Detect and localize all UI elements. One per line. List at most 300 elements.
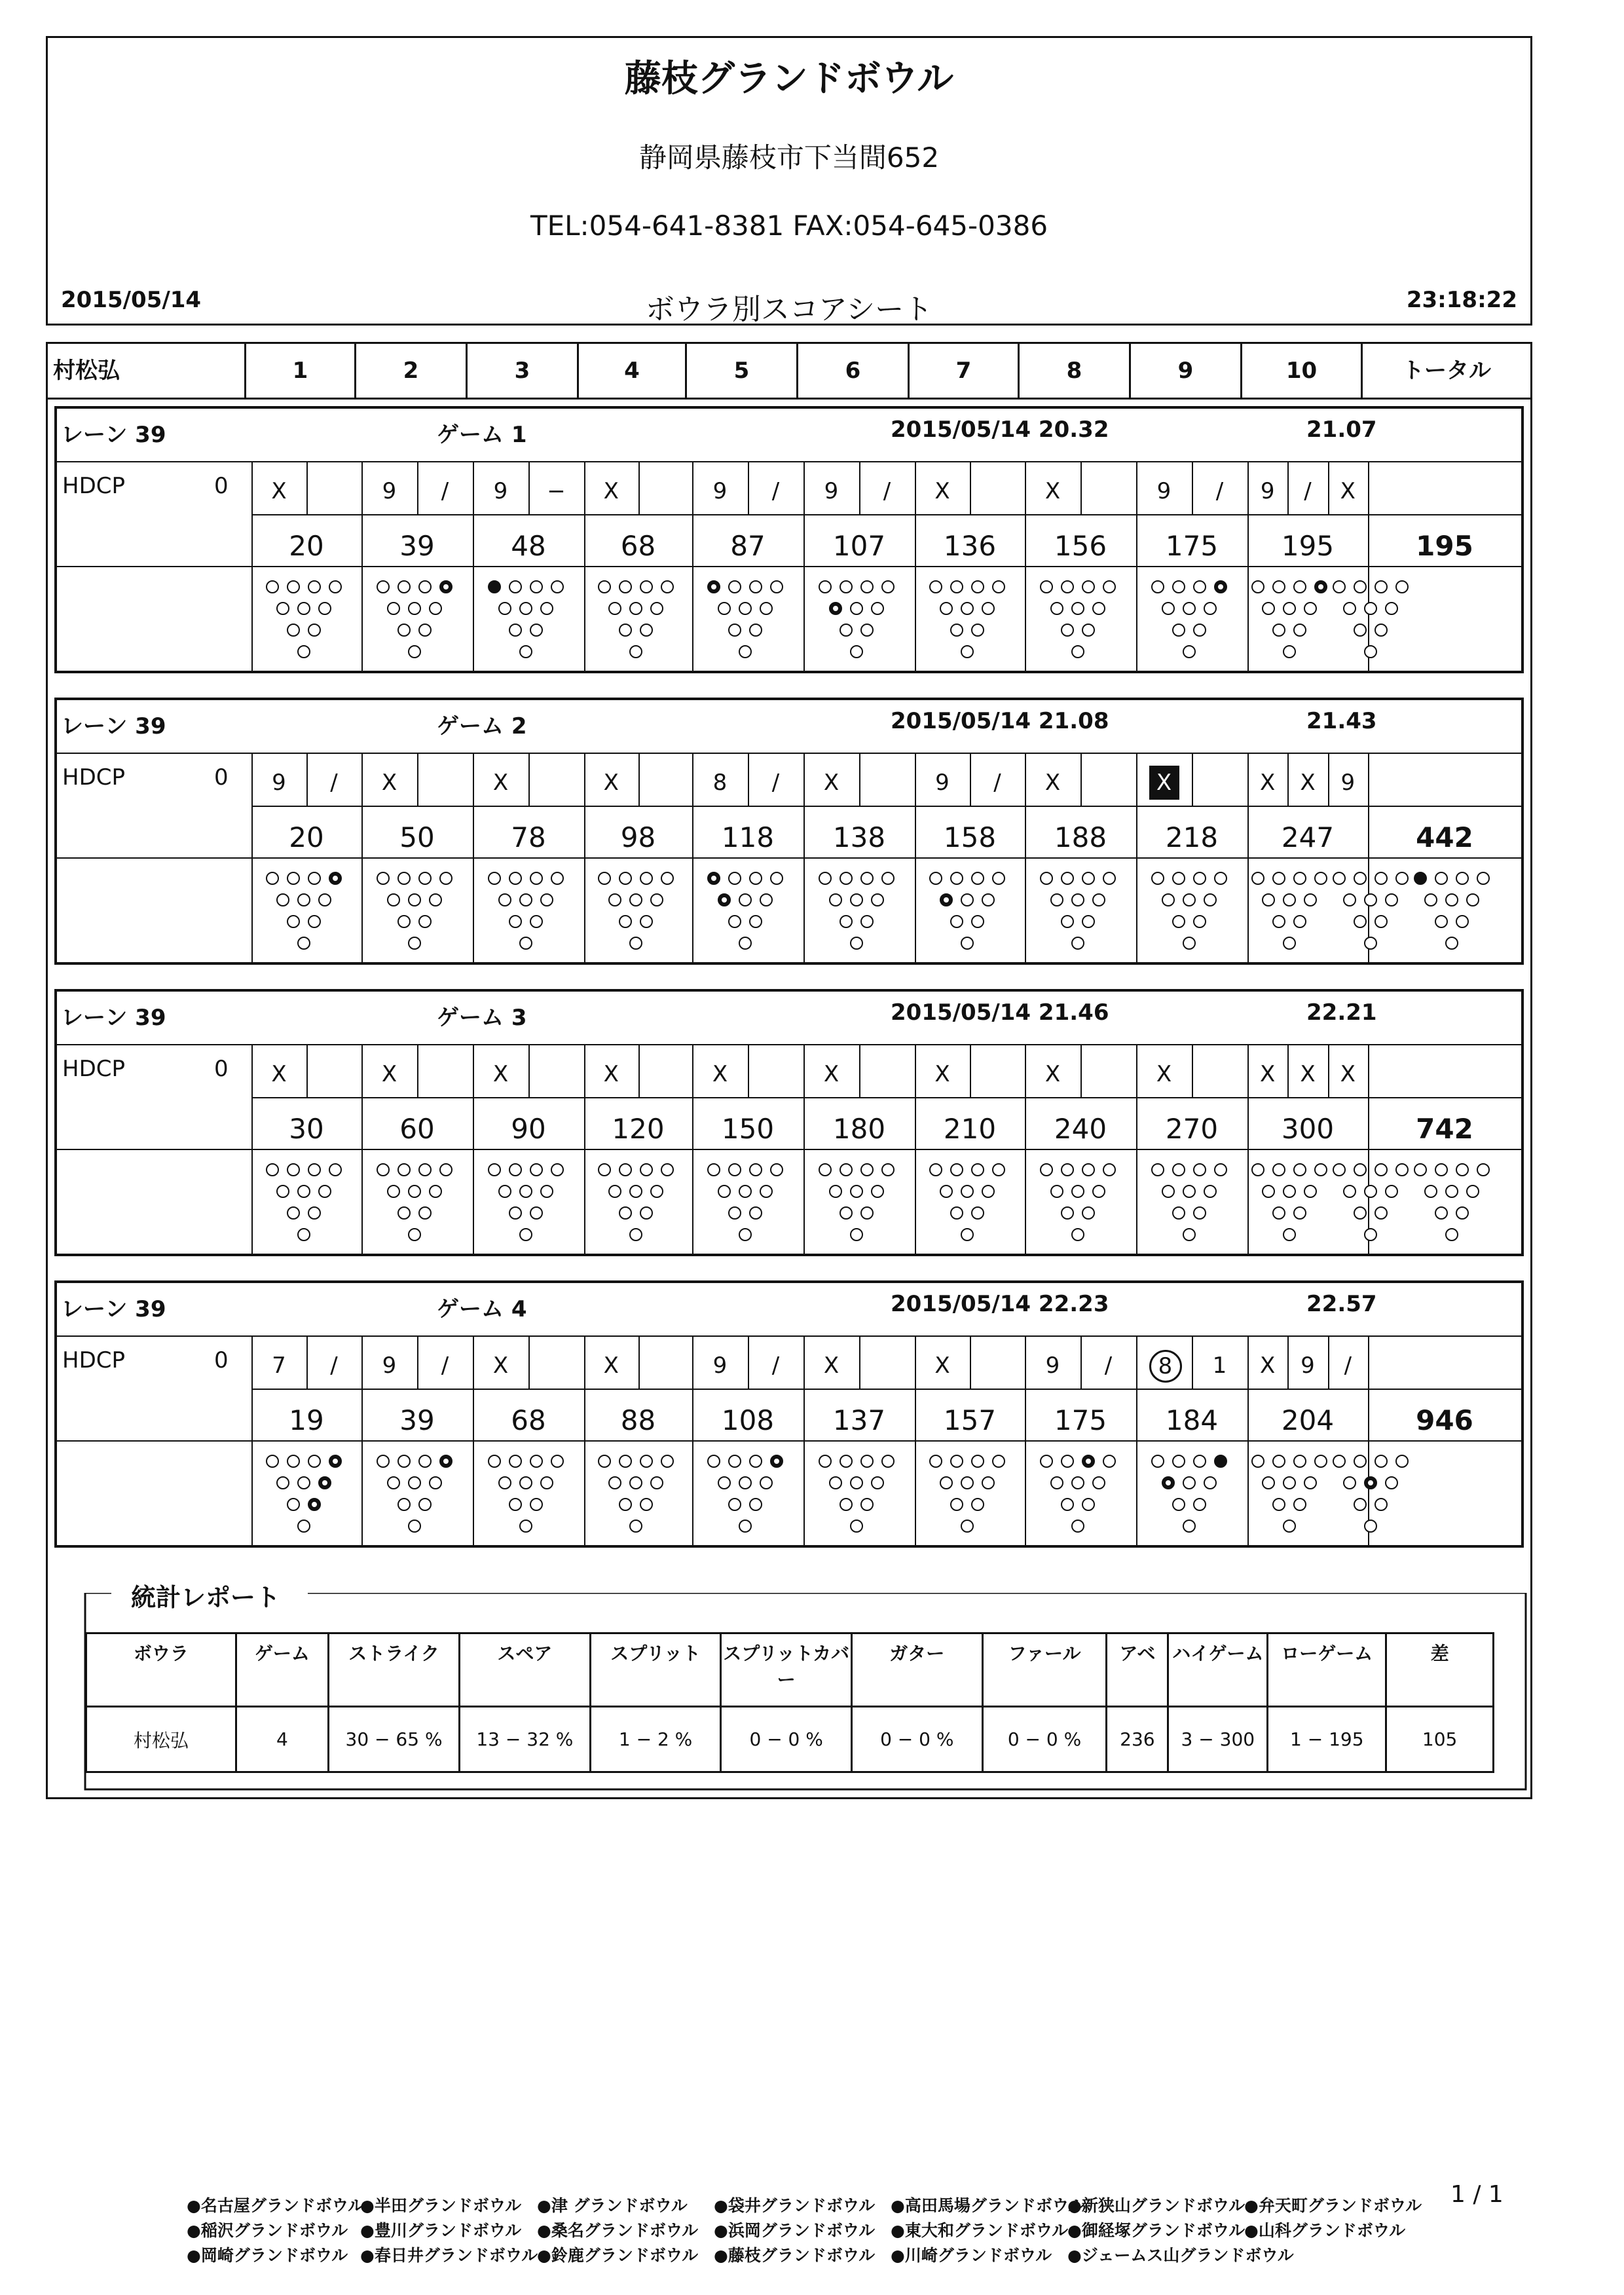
frame-score: 157: [943, 1404, 997, 1436]
pin-indicator: [530, 1455, 543, 1468]
pin-indicator: [1071, 1476, 1084, 1489]
pin-indicator: [1092, 602, 1105, 615]
pin-indicator: [1272, 624, 1285, 637]
pin-indicator: [1262, 1185, 1275, 1198]
pin-indicator: [860, 1206, 874, 1220]
pin-indicator: [377, 1455, 390, 1468]
pin-indicator: [1395, 1163, 1409, 1176]
pin-indicator: [728, 1498, 741, 1511]
pin-indicator: [1354, 1498, 1367, 1511]
pin-indicator: [749, 872, 762, 885]
game-label: ゲーム 3: [437, 1005, 527, 1031]
print-date: 2015/05/14: [61, 287, 202, 313]
frame-header: 5: [685, 344, 796, 398]
pin-indicator: [1435, 872, 1448, 885]
ball-mark: /: [330, 770, 338, 796]
pin-indicator: [950, 1455, 963, 1468]
pin-indicator: [850, 893, 863, 906]
pin-indicator: [840, 1163, 853, 1176]
pin-indicator: [770, 580, 783, 593]
ball-box-bottom: [748, 1097, 803, 1098]
pin-indicator: [629, 1476, 642, 1489]
pin-indicator: [1304, 1476, 1317, 1489]
pin-indicator: [408, 1476, 421, 1489]
stats-title: 統計レポート: [131, 1583, 281, 1612]
stats-cell: 236: [1107, 1707, 1168, 1772]
frame-score: 107: [832, 530, 886, 562]
pin-indicator: [1172, 1498, 1185, 1511]
stats-data-row: [86, 1707, 1494, 1772]
frame-score: 30: [289, 1113, 324, 1145]
frame-score: 78: [511, 821, 546, 853]
game-block: [54, 698, 1524, 965]
pin-indicator: [377, 580, 390, 593]
ball-box-bottom: [859, 1097, 915, 1098]
pin-indicator: [1061, 1498, 1074, 1511]
ball-box-bottom: [1192, 1097, 1247, 1098]
ball-mark: X: [823, 1353, 840, 1379]
game-start-time: 2015/05/14 21.08: [891, 708, 1109, 734]
pin-indicator: [1214, 872, 1227, 885]
pin-indicator: [1172, 624, 1185, 637]
pin-indicator: [1050, 1476, 1063, 1489]
pin-indicator: [608, 602, 621, 615]
pin-indicator: [530, 1498, 543, 1511]
pin-indicator: [1283, 1476, 1296, 1489]
pin-indicator: [1050, 1185, 1063, 1198]
pin-indicator: [1183, 937, 1196, 950]
pin-indicator: [707, 580, 720, 593]
pin-indicator: [1082, 580, 1095, 593]
pin-indicator: [1364, 1476, 1377, 1489]
frame-header: 6: [796, 344, 908, 398]
pin-indicator: [509, 872, 522, 885]
pin-indicator: [519, 937, 532, 950]
pin-indicator: [1082, 624, 1095, 637]
pin-indicator: [640, 624, 653, 637]
ball-mark: 1: [1212, 1353, 1227, 1379]
pin-indicator: [297, 1228, 310, 1241]
ball-mark: [528, 1349, 584, 1383]
ball-box-bottom: [417, 1097, 473, 1098]
pin-indicator: [739, 645, 752, 658]
pin-indicator: [1364, 937, 1377, 950]
stats-col-header: スプリット: [590, 1633, 721, 1707]
stats-col-header: ガター: [851, 1633, 982, 1707]
pin-indicator: [408, 645, 421, 658]
pin-indicator: [1061, 1455, 1074, 1468]
pin-indicator: [1272, 872, 1285, 885]
pin-indicator: [1283, 602, 1296, 615]
ball-box-bottom: [970, 806, 1025, 807]
frame-header: 8: [1018, 344, 1129, 398]
pin-indicator: [1092, 893, 1105, 906]
pin-indicator: [1293, 1498, 1306, 1511]
pin-indicator: [1364, 1520, 1377, 1533]
pin-indicator: [1193, 1206, 1206, 1220]
ball-mark: X: [492, 1061, 509, 1087]
ball-mark: X: [603, 770, 619, 796]
ball-mark: 9: [1340, 770, 1356, 796]
pin-indicator: [1445, 937, 1458, 950]
pin-indicator: [819, 1455, 832, 1468]
pin-indicator: [1103, 872, 1116, 885]
pin-indicator: [1343, 893, 1356, 906]
pin-indicator: [619, 1498, 632, 1511]
pin-indicator: [439, 1163, 452, 1176]
pin-indicator: [971, 1163, 984, 1176]
footer-center-item: ●ジェームス山グランドボウル: [1067, 2246, 1294, 2265]
pin-indicator: [640, 1498, 653, 1511]
pin-indicator: [1283, 937, 1296, 950]
pin-indicator: [950, 915, 963, 928]
ball-mark: 9: [493, 478, 508, 504]
pin-indicator: [329, 580, 342, 593]
pin-indicator: [1314, 1455, 1327, 1468]
sheet-title: ボウラ別スコアシート: [645, 293, 933, 326]
pin-indicator: [418, 1455, 432, 1468]
pin-indicator: [1445, 1185, 1458, 1198]
pin-indicator: [728, 1455, 741, 1468]
pin-indicator: [1272, 580, 1285, 593]
pin-indicator: [961, 937, 974, 950]
game-block: [54, 989, 1524, 1256]
pin-divider: [57, 566, 1521, 567]
stats-cell: 0 − 0 %: [721, 1707, 852, 1772]
pin-indicator: [707, 1163, 720, 1176]
ball-box-bottom: [859, 514, 915, 515]
game-total: 946: [1416, 1404, 1473, 1436]
frame-score: 39: [399, 1404, 435, 1436]
pin-indicator: [408, 1520, 421, 1533]
pin-indicator: [1092, 1476, 1105, 1489]
pin-indicator: [608, 1476, 621, 1489]
pin-indicator: [287, 1206, 300, 1220]
pin-indicator: [1193, 1455, 1206, 1468]
pin-indicator: [1395, 1455, 1409, 1468]
ball-mark: X: [1044, 478, 1061, 504]
footer-center-item: ●名古屋グランドボウル: [187, 2196, 365, 2215]
pin-indicator: [387, 1185, 400, 1198]
pin-indicator: [1061, 1163, 1074, 1176]
ball-mark: 7: [272, 1353, 286, 1379]
pin-indicator: [308, 580, 321, 593]
pin-indicator: [519, 1185, 532, 1198]
pin-indicator: [509, 1498, 522, 1511]
pin-indicator: [881, 872, 895, 885]
pin-indicator: [1193, 1163, 1206, 1176]
ball-mark: X: [823, 1061, 840, 1087]
pin-indicator: [287, 1163, 300, 1176]
lane-label: レーン 39: [61, 713, 166, 739]
frame-score: 188: [1054, 821, 1107, 853]
pin-indicator: [1172, 915, 1185, 928]
pin-indicator: [840, 872, 853, 885]
game-end-time: 22.21: [1306, 999, 1377, 1026]
ball-mark: 9: [1045, 1353, 1060, 1379]
pin-indicator: [770, 1455, 783, 1468]
pin-indicator: [287, 624, 300, 637]
ball-mark: /: [993, 770, 1001, 796]
ball-box-bottom: [970, 1097, 1025, 1098]
pin-indicator: [1204, 1185, 1217, 1198]
pin-indicator: [749, 1498, 762, 1511]
frame-score: 108: [721, 1404, 775, 1436]
pin-indicator: [992, 580, 1005, 593]
pin-indicator: [1272, 1163, 1285, 1176]
pin-indicator: [629, 602, 642, 615]
pin-indicator: [1251, 1163, 1264, 1176]
stats-col-header: ハイゲーム: [1168, 1633, 1268, 1707]
ball-mark: /: [441, 478, 449, 504]
pin-indicator: [308, 872, 321, 885]
stats-col-header: ローゲーム: [1268, 1633, 1386, 1707]
pin-indicator: [1183, 1185, 1196, 1198]
pin-indicator: [718, 1185, 731, 1198]
pin-indicator: [1385, 1476, 1398, 1489]
pin-indicator: [1103, 580, 1116, 593]
pin-indicator: [1272, 1206, 1285, 1220]
pin-indicator: [1375, 1163, 1388, 1176]
pin-indicator: [619, 580, 632, 593]
print-time: 23:18:22: [1406, 287, 1517, 313]
frame-score: 68: [620, 530, 656, 562]
pin-indicator: [1172, 1206, 1185, 1220]
pin-indicator: [1354, 915, 1367, 928]
stats-cell: 0 − 0 %: [851, 1707, 982, 1772]
pin-indicator: [1456, 872, 1469, 885]
pin-indicator: [1071, 1228, 1084, 1241]
ball-box-bottom: [748, 1389, 803, 1390]
pin-indicator: [1283, 1185, 1296, 1198]
ball-box-bottom: [1192, 1389, 1247, 1390]
pin-indicator: [1354, 1455, 1367, 1468]
pin-indicator: [961, 602, 974, 615]
ball-mark: X: [1340, 1061, 1356, 1087]
ball-mark: X: [271, 1061, 287, 1087]
pin-indicator: [1103, 1163, 1116, 1176]
pin-indicator: [429, 1185, 442, 1198]
pin-indicator: [519, 645, 532, 658]
frame-header: 1: [244, 344, 354, 398]
hdcp-value: 0: [214, 1347, 229, 1373]
page-number: 1 / 1: [1450, 2181, 1504, 2208]
pin-indicator: [1375, 1206, 1388, 1220]
pin-indicator: [961, 1185, 974, 1198]
pin-indicator: [992, 1455, 1005, 1468]
frame-score: 158: [943, 821, 997, 853]
ball-box-bottom: [748, 514, 803, 515]
pin-indicator: [1183, 1228, 1196, 1241]
pin-indicator: [619, 624, 632, 637]
ball-box-bottom: [528, 1389, 584, 1390]
pin-indicator: [1293, 1163, 1306, 1176]
ball-mark: X: [603, 478, 619, 504]
pin-indicator: [640, 1163, 653, 1176]
pin-indicator: [540, 1476, 553, 1489]
pin-indicator: [871, 893, 884, 906]
pin-indicator: [488, 1163, 501, 1176]
frame-score: 138: [832, 821, 886, 853]
pin-indicator: [1456, 1163, 1469, 1176]
pin-indicator: [408, 1228, 421, 1241]
frame-score: 50: [399, 821, 435, 853]
pin-indicator: [1183, 1476, 1196, 1489]
pin-indicator: [707, 872, 720, 885]
pin-indicator: [829, 602, 842, 615]
pin-indicator: [1204, 1476, 1217, 1489]
pin-indicator: [961, 1228, 974, 1241]
ball-mark: X: [492, 1353, 509, 1379]
pin-indicator: [661, 1455, 674, 1468]
ball-box-bottom: [638, 1097, 693, 1098]
pin-indicator: [971, 624, 984, 637]
pin-indicator: [860, 580, 874, 593]
pin-indicator: [276, 1185, 289, 1198]
ball-mark: [970, 474, 1025, 508]
pin-indicator: [1293, 1455, 1306, 1468]
ball-box-bottom: [1080, 1389, 1136, 1390]
pin-indicator: [1193, 624, 1206, 637]
pin-indicator: [860, 1498, 874, 1511]
ball-box-bottom: [528, 806, 584, 807]
pin-indicator: [530, 1163, 543, 1176]
ball-mark: [306, 474, 361, 508]
ball-box-bottom: [417, 514, 473, 515]
frame-score: 120: [612, 1113, 665, 1145]
frame-score: 20: [289, 530, 324, 562]
ball-mark: X: [934, 478, 950, 504]
pin-indicator: [519, 893, 532, 906]
pin-indicator: [850, 602, 863, 615]
pin-indicator: [297, 893, 310, 906]
pin-indicator: [829, 893, 842, 906]
footer-center-item: ●山科グランドボウル: [1244, 2221, 1406, 2240]
stats-cell: 4: [236, 1707, 328, 1772]
frame-header: 10: [1240, 344, 1361, 398]
ball-mark: /: [1104, 1353, 1113, 1379]
ball-mark: 8: [1149, 1350, 1182, 1383]
ball-mark: X: [1044, 770, 1061, 796]
ball-box-bottom: [638, 1389, 693, 1390]
pin-indicator: [418, 1498, 432, 1511]
header-box: [46, 36, 1532, 326]
pin-indicator: [749, 580, 762, 593]
footer-center-item: ●川崎グランドボウル: [891, 2246, 1052, 2265]
stats-cell: 村松弘: [86, 1707, 236, 1772]
pin-indicator: [1082, 915, 1095, 928]
pin-indicator: [1082, 872, 1095, 885]
frame-score: 204: [1281, 1404, 1335, 1436]
pin-indicator: [1283, 645, 1296, 658]
pin-indicator: [519, 1476, 532, 1489]
frame-divider: [1368, 1045, 1369, 1254]
ball-mark: /: [771, 1353, 780, 1379]
game-end-time: 21.07: [1306, 417, 1377, 443]
pin-indicator: [982, 893, 995, 906]
pin-indicator: [992, 872, 1005, 885]
ball-mark: X: [1260, 770, 1276, 796]
ball-box-bottom: [970, 1389, 1025, 1390]
pin-indicator: [1375, 915, 1388, 928]
pin-indicator: [1283, 893, 1296, 906]
pin-indicator: [760, 1476, 773, 1489]
ball-box-bottom: [1192, 514, 1247, 515]
pin-indicator: [749, 1206, 762, 1220]
pin-indicator: [297, 602, 310, 615]
footer-center-item: ●袋井グランドボウル: [714, 2196, 876, 2215]
pin-indicator: [940, 1185, 953, 1198]
ball-box-bottom: [417, 806, 473, 807]
pin-indicator: [1172, 580, 1185, 593]
pin-indicator: [971, 915, 984, 928]
pin-indicator: [728, 580, 741, 593]
pin-indicator: [266, 1455, 279, 1468]
ball-mark: 9: [1301, 1353, 1315, 1379]
pin-indicator: [619, 1206, 632, 1220]
pin-indicator: [1050, 893, 1063, 906]
pin-indicator: [640, 915, 653, 928]
pin-indicator: [318, 893, 331, 906]
ball-mark: [859, 1057, 915, 1091]
pin-indicator: [1272, 1455, 1285, 1468]
pin-indicator: [1283, 1228, 1296, 1241]
pin-indicator: [982, 1476, 995, 1489]
pin-indicator: [1251, 1455, 1264, 1468]
pin-indicator: [739, 1476, 752, 1489]
pin-indicator: [266, 872, 279, 885]
frame-score: 247: [1281, 821, 1335, 853]
pin-indicator: [377, 872, 390, 885]
ball-box-bottom: [528, 1097, 584, 1098]
frame-score: 87: [730, 530, 766, 562]
ball-box-bottom: [638, 806, 693, 807]
pin-indicator: [530, 1206, 543, 1220]
ball-mark: X: [934, 1061, 950, 1087]
ball-box-bottom: [638, 514, 693, 515]
ball-mark: [528, 1057, 584, 1091]
pin-indicator: [1333, 1455, 1346, 1468]
game-info-row: [57, 992, 1521, 1045]
pin-indicator: [418, 580, 432, 593]
pin-indicator: [961, 1476, 974, 1489]
pin-indicator: [860, 1455, 874, 1468]
pin-indicator: [1395, 580, 1409, 593]
pin-indicator: [881, 580, 895, 593]
pin-indicator: [770, 872, 783, 885]
hdcp-label: HDCP: [62, 764, 125, 791]
ball-mark: 9: [712, 478, 728, 504]
pin-indicator: [950, 624, 963, 637]
pin-indicator: [1375, 580, 1388, 593]
pin-indicator: [940, 893, 953, 906]
game-end-time: 22.57: [1306, 1291, 1377, 1317]
pin-indicator: [598, 1455, 611, 1468]
pin-indicator: [1183, 893, 1196, 906]
pin-indicator: [1262, 893, 1275, 906]
pin-indicator: [1364, 893, 1377, 906]
pin-indicator: [498, 1185, 511, 1198]
pin-indicator: [950, 1498, 963, 1511]
pin-indicator: [749, 624, 762, 637]
game-label: ゲーム 2: [437, 713, 527, 739]
pin-indicator: [619, 915, 632, 928]
ball-mark: [1192, 1057, 1247, 1091]
pin-indicator: [318, 602, 331, 615]
pin-indicator: [629, 937, 642, 950]
lane-label: レーン 39: [61, 1296, 166, 1322]
pin-indicator: [439, 1455, 452, 1468]
